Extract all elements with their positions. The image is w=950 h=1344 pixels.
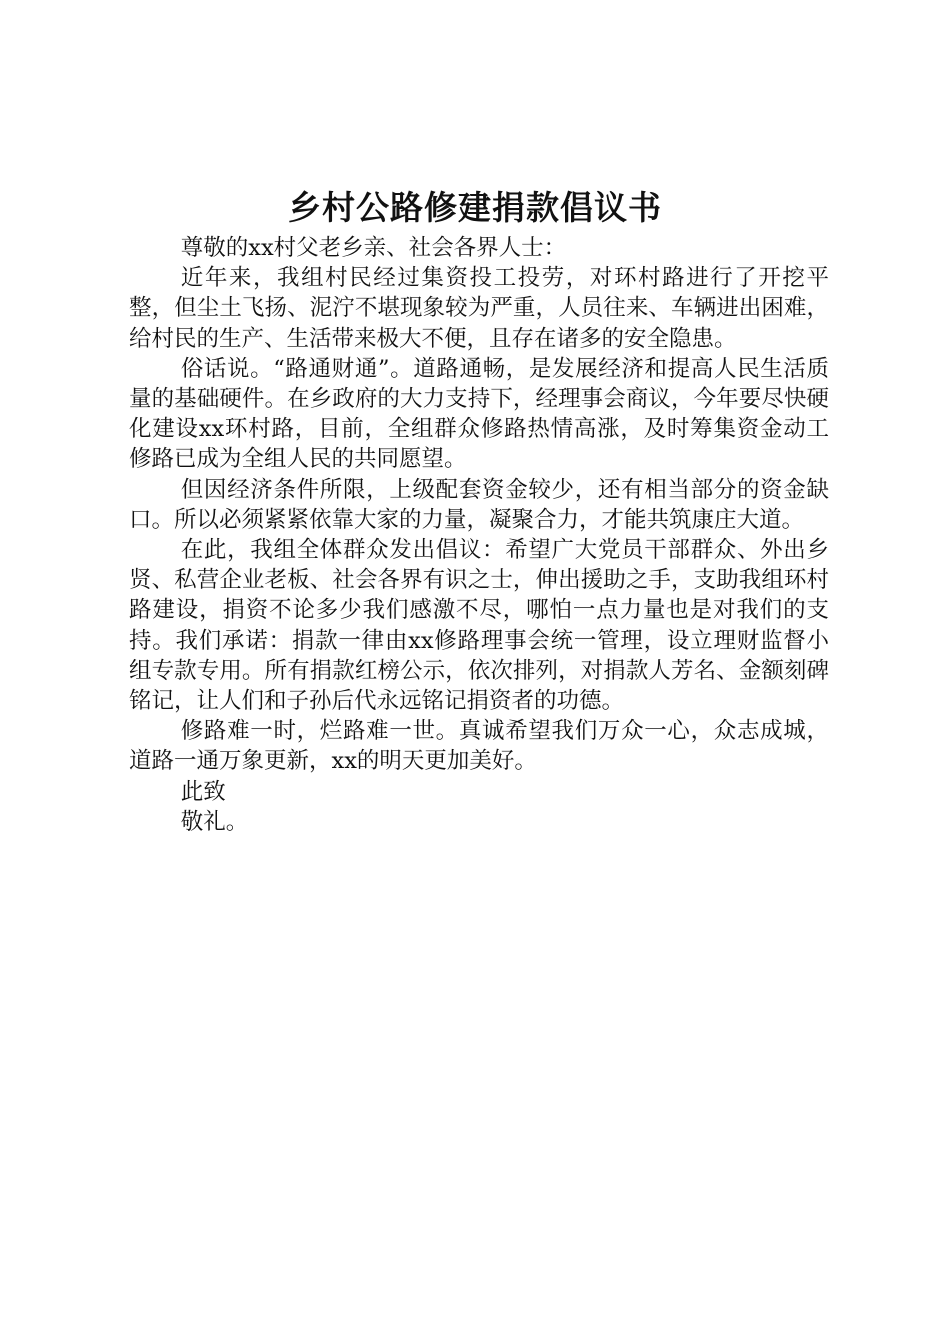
document-body (129, 233, 829, 837)
salutation: 尊敬的xx村父老乡亲、社会各界人士： (180, 235, 567, 261)
paragraph-intro: 近年来，我组村民经过集资投工投劳，对环村路进行了开挖平整，但尘土飞扬、泥泞不堪现象较为严重，人员往来、车辆进出困难，给村民的生产、生活带来极大不便，且存在诸多的安全隐患。 (129, 265, 829, 352)
closing-line-2: 敬礼。 (180, 808, 249, 835)
paragraph-funding-gap: 但因经济条件所限，上级配套资金较少，还有相当部分的资金缺口。所以必须紧紧依靠大家的力量，凝聚合力，才能共筑康庄大道。 (129, 476, 829, 533)
paragraph-proverb: 俗话说。“路通财通”。道路通畅，是发展经济和提高人民生活质量的基础硬件。在乡政府的大力支持下，经理事会商议，今年要尽快硬化建设xx环村路，目前，全组群众修路热情高涨，及时筹集资金动工修路已成为全组人民的共同愿望。 (129, 355, 829, 473)
closing-line-1: 此致 (180, 778, 226, 805)
paragraph-conclusion: 修路难一时，烂路难一世。真诚希望我们万众一心，众志成城，道路一通万象更新，xx的明天更加美好。 (129, 718, 829, 775)
paragraph-appeal: 在此，我组全体群众发出倡议：希望广大党员干部群众、外出乡贤、私营企业老板、社会各界有识之士，伸出援助之手，支助我组环村路建设，捐资不论多少我们感激不尽，哪怕一点力量也是对我们的支持。我们承诺：捐款一律由xx修路理事会统一管理，设立理财监督小组专款专用。所有捐款红榜公示，依次排列，对捐款人芳名、金额刻碑铭记，让人们和子孙后代永远铭记捐资者的功德。 (129, 537, 829, 715)
document-title: 乡村公路修建捐款倡议书 (288, 188, 662, 227)
